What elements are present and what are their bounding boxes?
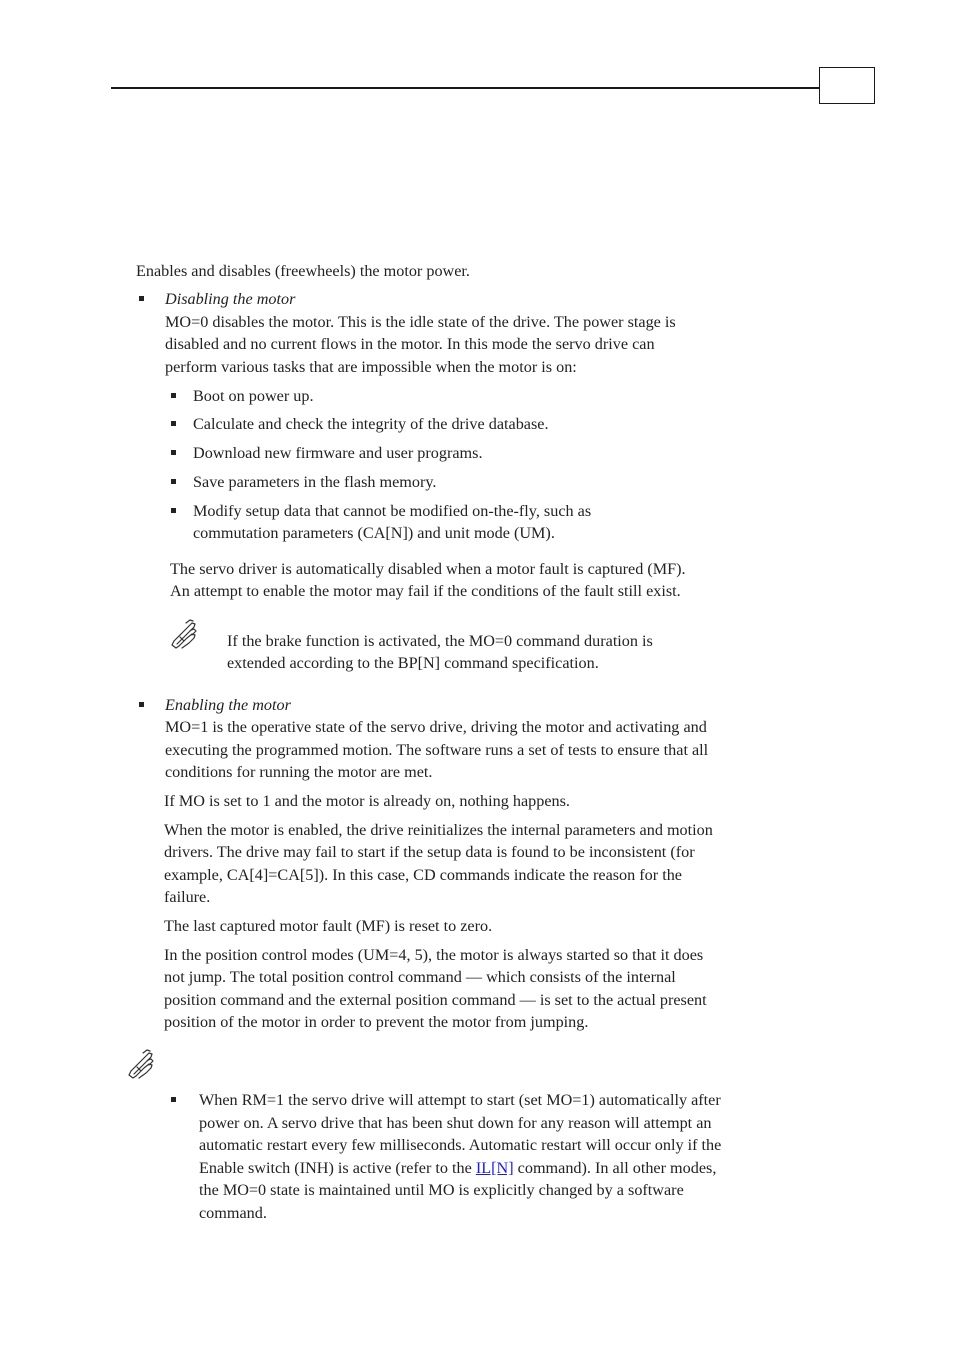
intro-text: Enables and disables (freewheels) the motor power. [136, 262, 470, 280]
fault-text: An attempt to enable the motor may fail if the conditions of the fault still exist. [170, 582, 681, 600]
brake-note: If the brake function is activated, the MO=0 command duration is [227, 632, 653, 650]
header-rule [111, 87, 820, 89]
rm-note-line-with-link [199, 1157, 716, 1180]
enabling-text: not jump. The total position control command — which consists of the internal [164, 968, 676, 986]
enabling-text: example, CA[4]=CA[5]). In this case, CD commands indicate the reason for the [164, 866, 682, 884]
bullet-square [139, 296, 144, 301]
bullet-square [171, 393, 176, 398]
enabling-text: position of the motor in order to prevent the motor from jumping. [164, 1013, 589, 1031]
enabling-text: drivers. The drive may fail to start if the setup data is found to be inconsistent (for [164, 843, 695, 861]
rm-note-text: Enable switch (INH) is active (refer to the [199, 1159, 476, 1177]
bullet-square [171, 479, 176, 484]
task-item: commutation parameters (CA[N]) and unit mode (UM). [193, 524, 555, 542]
rm-note-text: When RM=1 the servo drive will attempt to start (set MO=1) automatically after [199, 1091, 721, 1109]
bullet-square [139, 702, 144, 707]
task-item: Boot on power up. [193, 387, 314, 405]
page-number-box [819, 67, 875, 104]
fault-text: The servo driver is automatically disabled when a motor fault is captured (MF). [170, 560, 686, 578]
bullet-square [171, 1097, 176, 1102]
enabling-text: failure. [164, 888, 211, 906]
enabling-text: In the position control modes (UM=4, 5), the motor is always started so that it does [164, 946, 704, 964]
brake-note: extended according to the BP[N] command specification. [227, 654, 599, 672]
note-hand-icon [127, 1048, 157, 1080]
task-item: Download new firmware and user programs. [193, 444, 483, 462]
note-hand-icon [170, 618, 200, 650]
bullet-square [171, 508, 176, 513]
rm-note-text: command. [199, 1204, 267, 1222]
disabling-line: MO=0 disables the motor. This is the idle state of the drive. The power stage is [165, 313, 676, 331]
enabling-text: executing the programmed motion. The software runs a set of tests to ensure that all [165, 741, 709, 759]
enabling-text: If MO is set to 1 and the motor is already on, nothing happens. [164, 792, 570, 810]
enabling-heading: Enabling the motor [165, 696, 291, 714]
bullet-square [171, 421, 176, 426]
enabling-text: conditions for running the motor are met. [165, 763, 433, 781]
enabling-text: The last captured motor fault (MF) is reset to zero. [164, 917, 493, 935]
task-item: Save parameters in the flash memory. [193, 473, 437, 491]
task-item: Modify setup data that cannot be modified on-the-fly, such as [193, 502, 592, 520]
task-item: Calculate and check the integrity of the drive database. [193, 415, 549, 433]
enabling-text: MO=1 is the operative state of the servo drive, driving the motor and activating and [165, 718, 707, 736]
bullet-square [171, 450, 176, 455]
rm-note-text: command). In all other modes, [513, 1159, 717, 1177]
il-n-link[interactable]: IL[N] [475, 1159, 514, 1177]
disabling-line: disabled and no current flows in the motor. In this mode the servo drive can [165, 335, 655, 353]
rm-note-text: automatic restart every few milliseconds. Automatic restart will occur only if the [199, 1136, 722, 1154]
disabling-line: perform various tasks that are impossible when the motor is on: [165, 358, 577, 376]
rm-note-text: the MO=0 state is maintained until MO is explicitly changed by a software [199, 1181, 684, 1199]
disabling-heading: Disabling the motor [165, 290, 296, 308]
enabling-text: When the motor is enabled, the drive reinitializes the internal parameters and motion [164, 821, 713, 839]
rm-note-text: power on. A servo drive that has been shut down for any reason will attempt an [199, 1114, 712, 1132]
enabling-text: position command and the external position command — is set to the actual present [164, 991, 707, 1009]
